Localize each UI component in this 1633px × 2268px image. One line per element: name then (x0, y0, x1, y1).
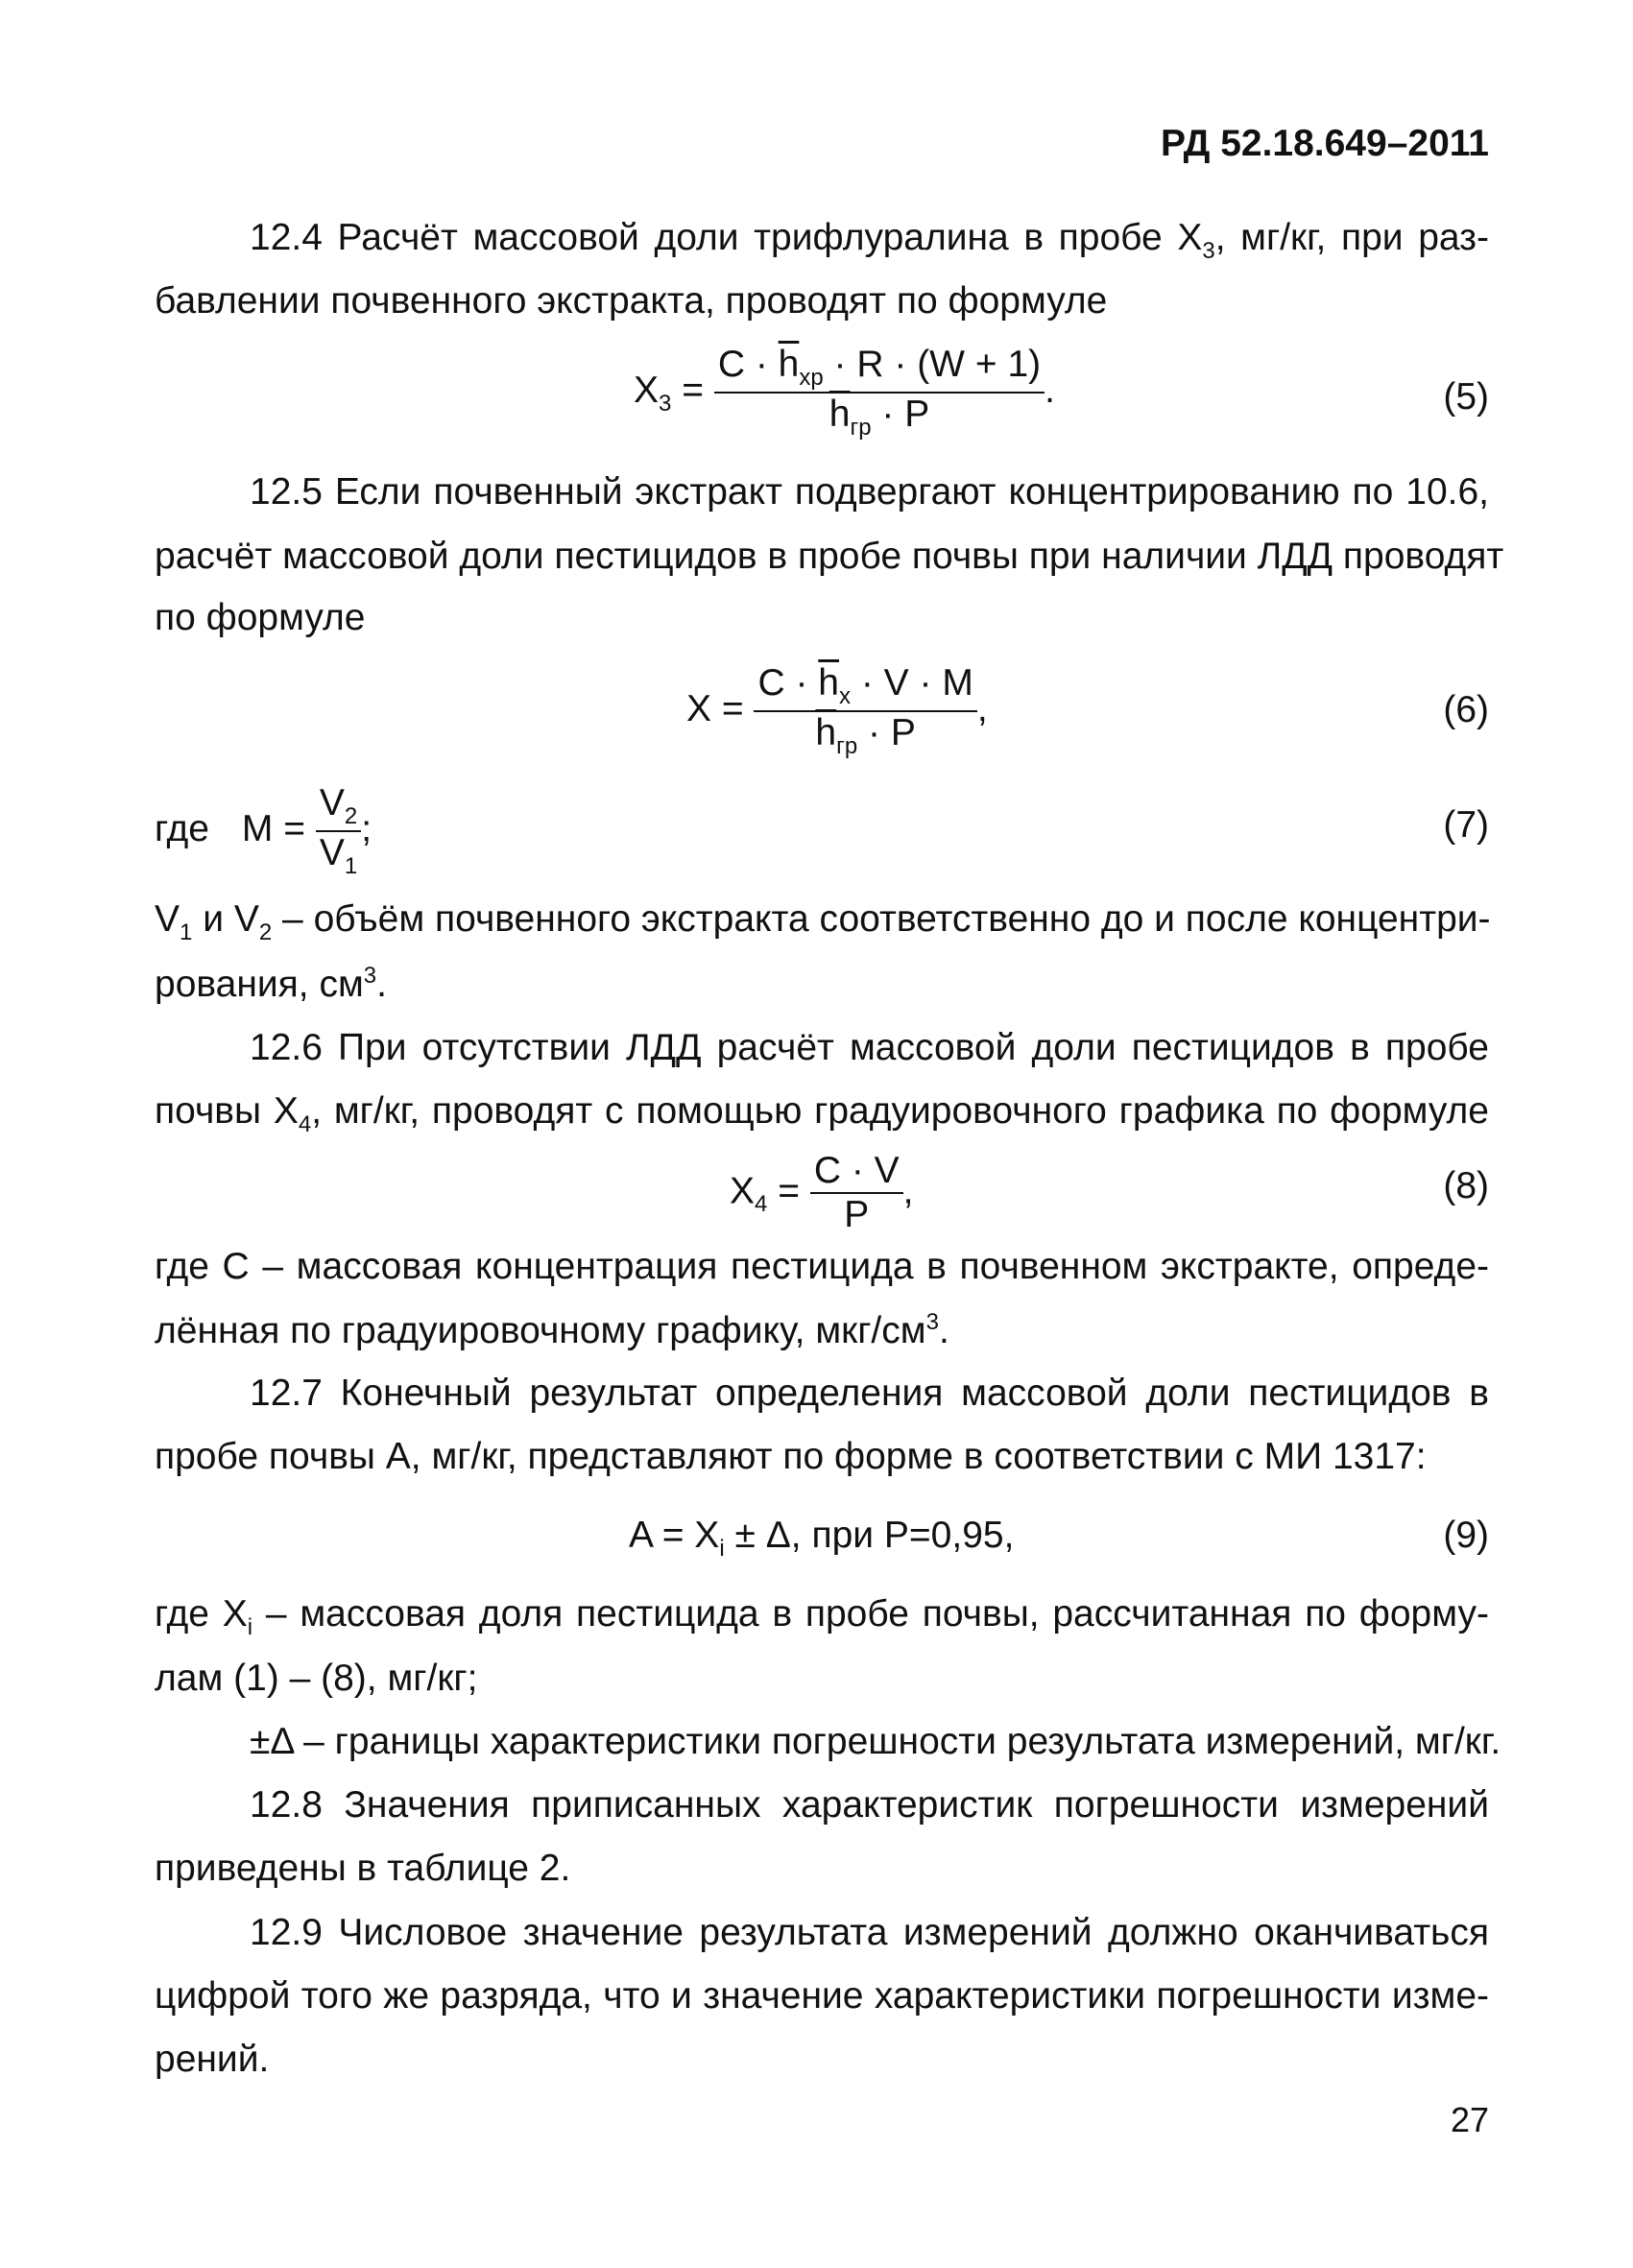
definition-v1-v2-line-2: рования, $см^3$. (155, 963, 387, 1005)
paragraph-12-4-line-2: бавлении почвенного экстракта, проводят по формуле (155, 280, 1108, 322)
paragraph-12-8-line-1: 12.8 Значения приписанных характеристик погрешности измерений (250, 1784, 1489, 1826)
definition-xi-line-1: где $X_i$ – массовая доля пестицида в пробе почвы, рассчитанная по форму- (155, 1593, 1489, 1640)
paragraph-12-5-line-2: расчёт массовой доли пестицидов в пробе почвы при наличии ЛДД проводят (155, 536, 1504, 577)
formula-6-fraction: $\frac{C \cdot \overline{h}_x \cdot V \cdot M}{\overline{h}_{гр} \cdot P}$ (754, 662, 976, 760)
paragraph-12-6-line-1: 12.6 При отсутствии ЛДД расчёт массовой доли пестицидов в пробе (250, 1027, 1489, 1068)
formula-7-fraction: $\frac{V_2}{V_1}$ (316, 782, 361, 880)
formula-6-number: (6) (1443, 689, 1489, 730)
paragraph-12-8-line-2: приведены в таблице 2. (155, 1848, 571, 1889)
paragraph-12-7-line-2: пробе почвы A, мг/кг, представляют по форме в соответствии с МИ 1317: (155, 1436, 1427, 1477)
paragraph-12-6-line-2: почвы $X_4$, мг/кг, проводят с помощью градуировочного графика по формуле (155, 1090, 1489, 1137)
definition-c-line-1: где C – массовая концентрация пестицида в почвенном экстракте, опреде- (155, 1246, 1489, 1287)
paragraph-12-7-line-1: 12.7 Конечный результат определения массовой доли пестицидов в (250, 1373, 1489, 1414)
formula-5: $X_3$ = $\frac{C \cdot \overline{h}_{xp} \cdot R \cdot (W + 1)}{\overline{h}_{гр} \cdot P}$ . (634, 344, 1055, 441)
formula-6: X = $\frac{C \cdot \overline{h}_x \cdot V \cdot M}{\overline{h}_{гр} \cdot P}$ , (686, 662, 988, 759)
paragraph-12-5-line-1: 12.5 Если почвенный экстракт подвергают концентрированию по 10.6, (250, 471, 1489, 513)
definition-c-line-2: лённая по градуировочному графику, мкг/$см^3$. (155, 1309, 949, 1351)
formula-9-number: (9) (1443, 1515, 1489, 1556)
formula-8-number: (8) (1443, 1165, 1489, 1206)
formula-5-fraction: $\frac{C \cdot \overline{h}_{xp} \cdot R \cdot (W + 1)}{\overline{h}_{гр} \cdot P}$ (714, 344, 1045, 442)
page-number: 27 (1450, 2100, 1489, 2139)
paragraph-12-9-line-3: рений. (155, 2039, 270, 2080)
formula-8-fraction: $\frac{C \cdot V}{P}$ (810, 1150, 903, 1236)
definition-xi-line-2: лам (1) – (8), мг/кг; (155, 1658, 478, 1699)
paragraph-12-9-line-2: цифрой того же разряда, что и значение характеристики погрешности изме- (155, 1975, 1489, 2017)
document-code-header: РД 52.18.649–2011 (1161, 123, 1489, 164)
paragraph-12-4-line-1: 12.4 Расчёт массовой доли трифлуралина в пробе $X_3$, мг/кг, при раз- (250, 217, 1490, 264)
paragraph-12-5-line-3: по формуле (155, 597, 366, 638)
definition-v1-v2-line-1: $V_1$ и $V_2$ – объём почвенного экстракта соответственно до и после концентри- (155, 898, 1491, 945)
formula-7-number: (7) (1443, 804, 1489, 846)
paragraph-12-9-line-1: 12.9 Числовое значение результата измерений должно оканчиваться (250, 1912, 1489, 1953)
formula-5-number: (5) (1443, 376, 1489, 418)
formula-7: где M = $\frac{V_2}{V_1}$ ; (155, 782, 372, 879)
definition-delta: ±Δ – границы характеристики погрешности результата измерений, мг/кг. (250, 1721, 1501, 1762)
formula-9: $A = X_i \pm \Delta$, при P=0,95, (629, 1515, 1015, 1562)
formula-8: $X_4$ = $\frac{C \cdot V}{P}$ , (730, 1150, 914, 1235)
